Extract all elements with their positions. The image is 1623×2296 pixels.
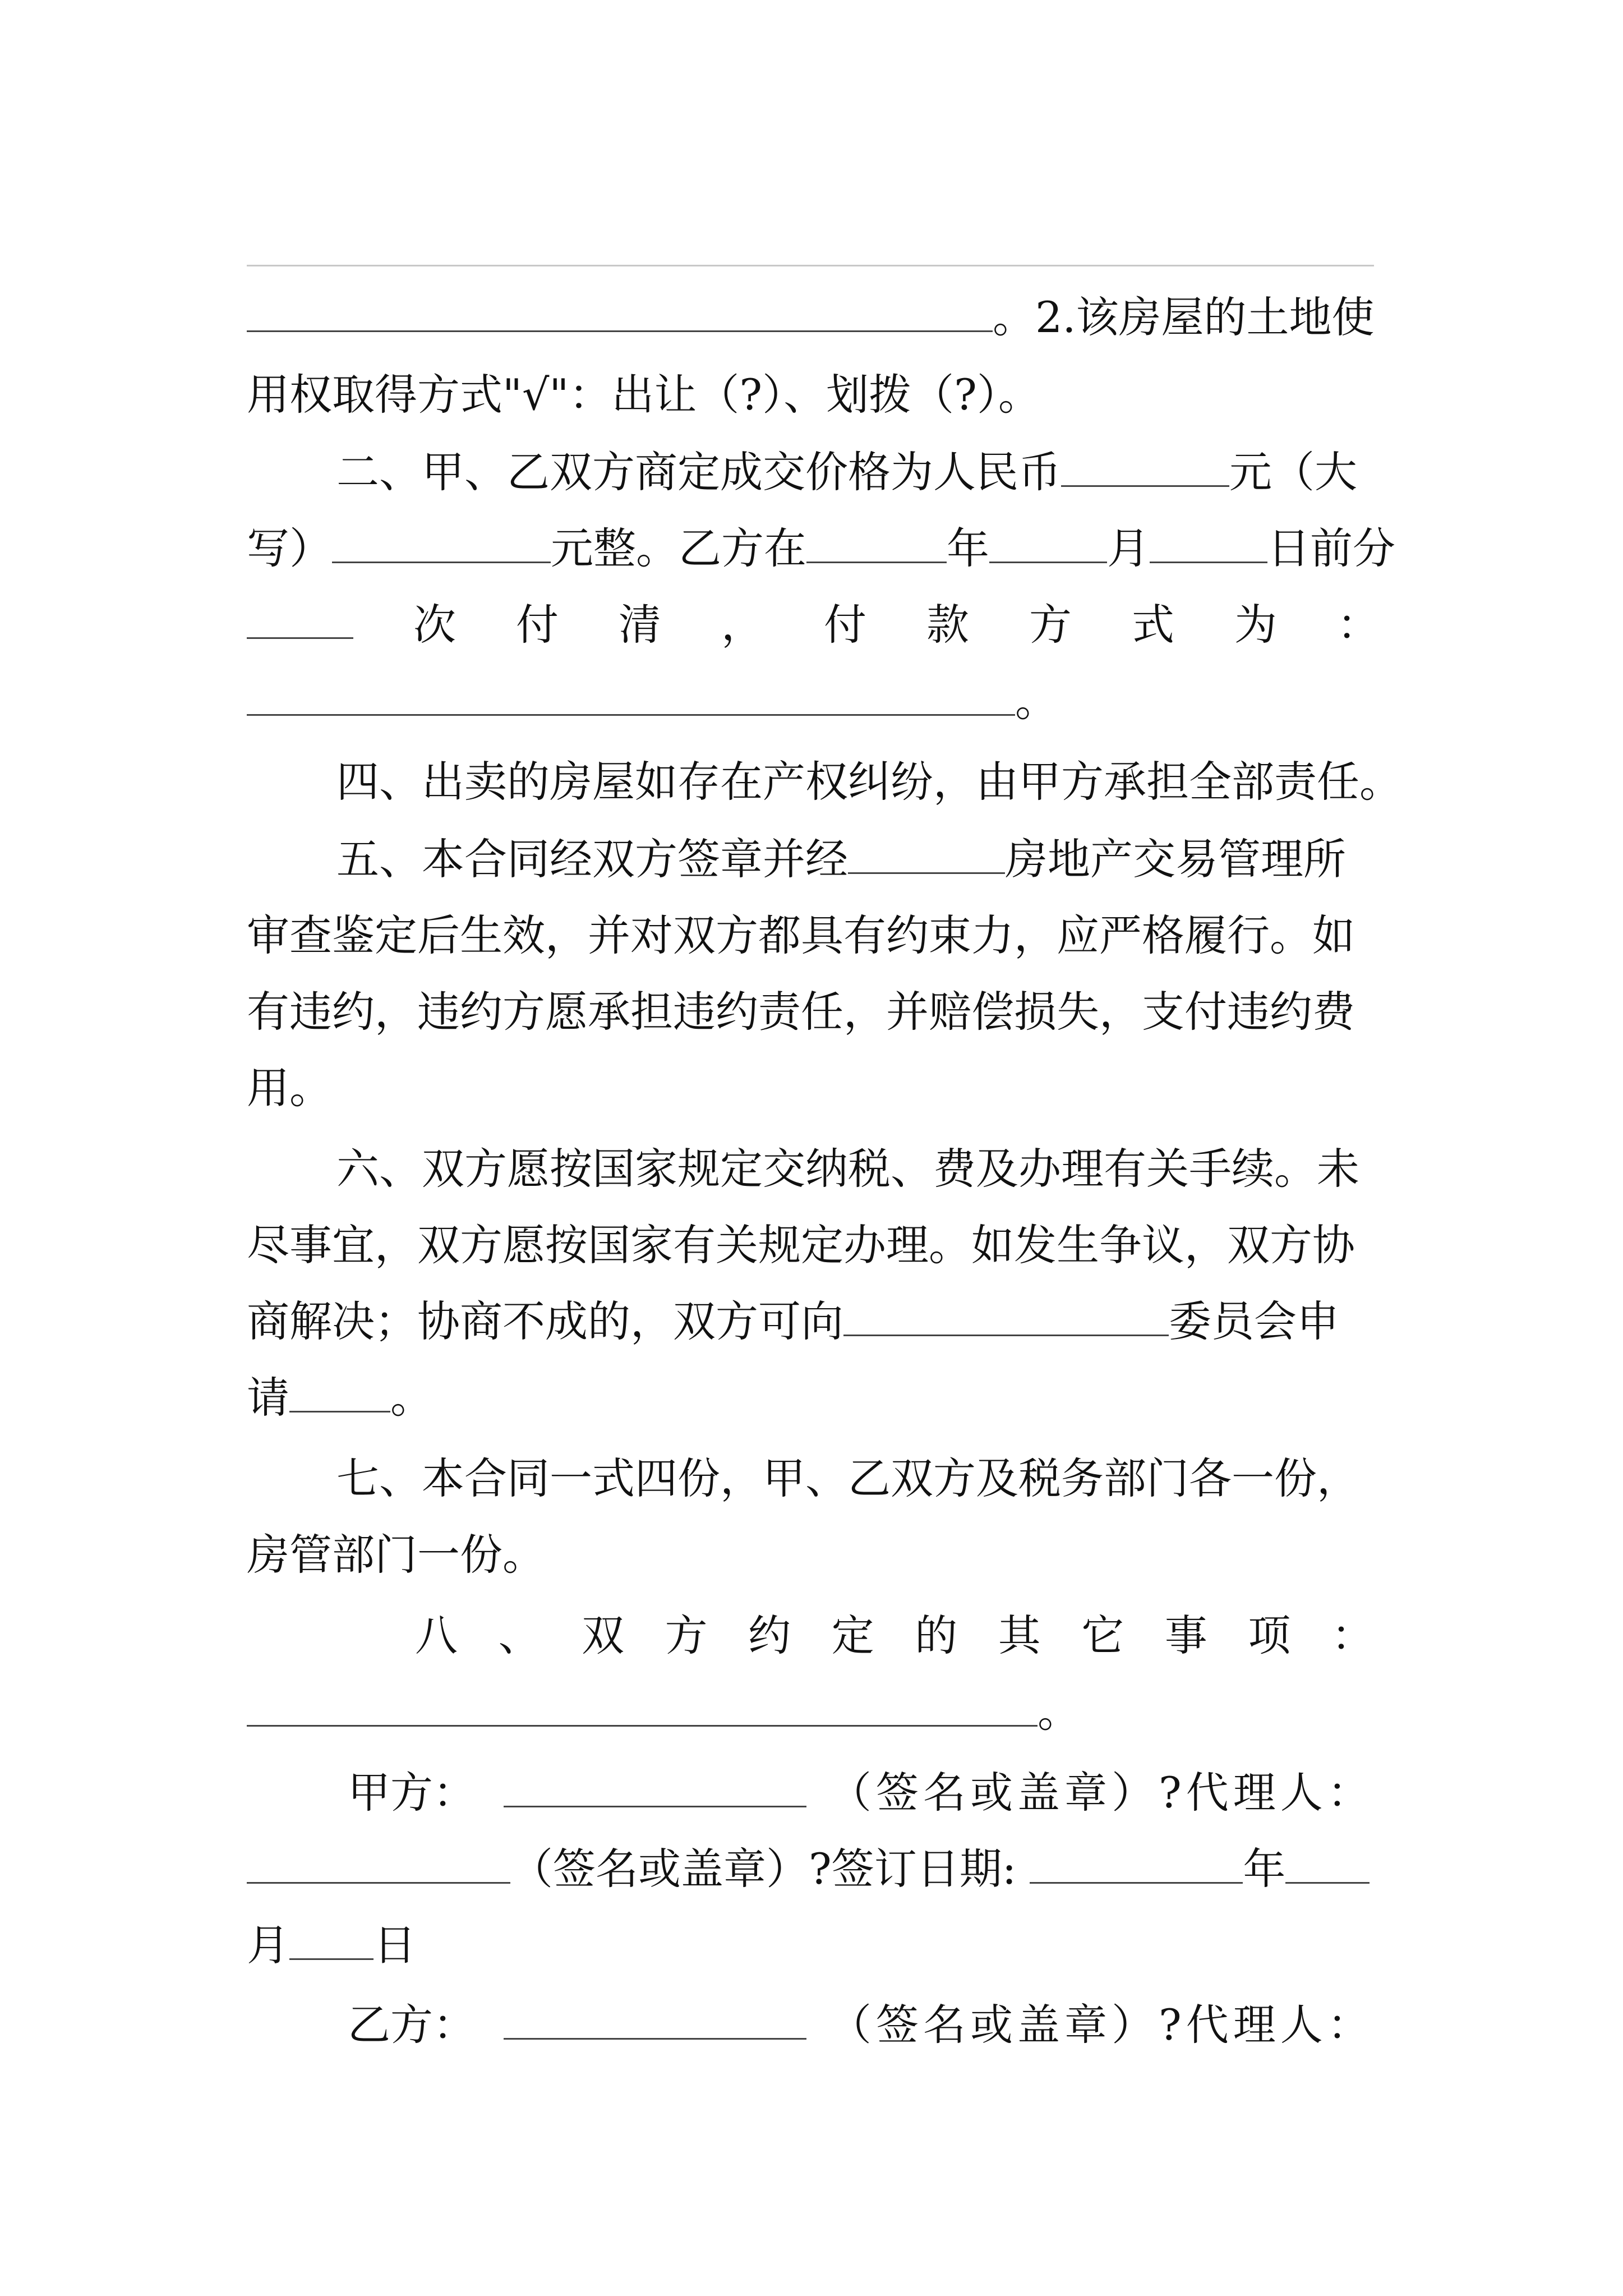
clause8-char: 双 <box>582 1611 625 1660</box>
bureau-blank <box>848 832 1005 874</box>
clause8-char: 它 <box>1081 1611 1124 1660</box>
clause6-line-2: 尽事宜，双方愿按国家有关规定办理。如发生争议，双方协 <box>247 1220 1355 1270</box>
clause8-char: 项 <box>1248 1611 1291 1660</box>
clause8-char: 的 <box>915 1611 958 1660</box>
sign-month-blank <box>1285 1842 1370 1884</box>
installments-blank <box>247 597 353 639</box>
party-a-line-3 <box>247 1917 1380 1973</box>
clause4-line: 四、出卖的房屋如存在产权纠纷，由甲方承担全部责任。 <box>336 757 1402 807</box>
party-b-sign-note: （签名或盖章）?代理人： <box>829 2000 1375 2050</box>
clause5-line-1 <box>336 831 1380 887</box>
land-use-line-2: 用权取得方式"√"：出让（?）、划拨（?）。 <box>247 370 1041 420</box>
party-a-name-blank <box>504 1765 806 1807</box>
clause2-char: ： <box>1337 600 1380 650</box>
party-a-line-2 <box>247 1841 1380 1897</box>
clause5-text-b: 房地产交易管理所 <box>1005 834 1346 884</box>
sign-year-blank <box>1030 1842 1243 1884</box>
clause2-char: 付 <box>516 600 559 650</box>
party-a-sign-note: （签名或盖章）?代理人： <box>829 1768 1375 1818</box>
sign-day-blank <box>289 1918 374 1960</box>
clause2-char: 款 <box>926 600 969 650</box>
sign-month: 月 <box>247 1920 289 1970</box>
amount-blank <box>332 521 551 563</box>
clause2-char: 为 <box>1234 600 1277 650</box>
clause2-period: 。 <box>1015 676 1058 726</box>
clause2-char: 次 <box>413 600 456 650</box>
clause2-yuanzheng: 元整。乙方在 <box>551 523 806 573</box>
month-blank <box>989 521 1107 563</box>
clause2-line-3 <box>247 597 1380 653</box>
party-b-name-blank <box>504 1998 806 2040</box>
year-blank <box>806 521 947 563</box>
clause8-char: 方 <box>665 1611 708 1660</box>
clause5-text-a: 五、本合同经双方签章并经 <box>336 834 848 884</box>
clause8-char: 定 <box>831 1611 874 1660</box>
clause6-text-c: 请 <box>247 1373 289 1423</box>
clause2-char: 付 <box>824 600 866 650</box>
clause5-line-2: 审查鉴定后生效，并对双方都具有约束力，应严格履行。如 <box>247 910 1355 960</box>
clause8-char: 八 <box>415 1611 458 1660</box>
clause5-line-3: 有违约，违约方愿承担违约责任，并赔偿损失，支付违约费 <box>247 987 1355 1037</box>
arbitration-type-blank <box>289 1370 390 1412</box>
clause2-year: 年 <box>947 523 989 573</box>
day-blank <box>1150 521 1267 563</box>
clause8-char: 、 <box>498 1611 541 1660</box>
clause6-line-3 <box>247 1294 1380 1350</box>
clause8-char: 事 <box>1164 1611 1207 1660</box>
party-a-date-label: （签名或盖章）?签订日期: <box>510 1844 1017 1894</box>
clause7-line-2: 房管部门一份。 <box>247 1530 545 1580</box>
land-use-line-1 <box>247 289 1380 346</box>
sign-year: 年 <box>1243 1844 1286 1894</box>
clause2-char: ， <box>721 600 764 650</box>
clause2-char: 方 <box>1029 600 1072 650</box>
blank-field <box>247 290 993 332</box>
top-divider-line <box>247 265 1374 266</box>
other-matters-blank <box>247 1685 1038 1727</box>
payment-method-blank <box>247 674 1015 716</box>
land-use-suffix: 。2.该房屋的土地使 <box>993 292 1375 342</box>
party-b-line-1 <box>348 1997 1380 2053</box>
clause2-daxie: 写） <box>247 523 332 573</box>
clause5-line-4: 用。 <box>247 1063 332 1113</box>
clause2-line-1 <box>336 444 1380 500</box>
party-a-agent-blank <box>247 1842 510 1884</box>
clause8-char: 其 <box>998 1611 1041 1660</box>
clause6-text-b: 委员会申 <box>1169 1296 1339 1346</box>
arbitration-blank <box>843 1294 1169 1336</box>
clause2-text: 二、甲、乙双方商定成交价格为人民币 <box>336 447 1061 497</box>
clause8-char: ： <box>1331 1611 1374 1660</box>
clause7-line-1: 七、本合同一式四份，甲、乙双方及税务部门各一份， <box>336 1453 1359 1503</box>
clause2-char: 式 <box>1132 600 1174 650</box>
clause6-line-1: 六、双方愿按国家规定交纳税、费及办理有关手续。未 <box>336 1144 1359 1194</box>
clause8-line-1 <box>415 1608 1374 1664</box>
party-b-label: 乙方： <box>348 2000 476 2050</box>
party-a-line-1 <box>348 1765 1380 1821</box>
clause8-line-2 <box>247 1684 1380 1740</box>
clause2-char: 清 <box>619 600 661 650</box>
clause6-period: 。 <box>390 1373 433 1423</box>
clause2-line-2 <box>247 521 1395 577</box>
clause2-yuan: 元（大 <box>1229 447 1357 497</box>
price-blank <box>1061 445 1229 487</box>
clause2-month: 月 <box>1107 523 1150 573</box>
clause8-period: 。 <box>1038 1687 1080 1737</box>
party-a-label: 甲方： <box>348 1768 476 1818</box>
clause6-text-a: 商解决；协商不成的，双方可向 <box>247 1296 843 1346</box>
clause8-char: 约 <box>748 1611 791 1660</box>
clause2-day: 日前分 <box>1267 523 1395 573</box>
clause6-line-4 <box>247 1370 1380 1426</box>
sign-day: 日 <box>374 1920 416 1970</box>
clause2-line-4 <box>247 673 1380 729</box>
